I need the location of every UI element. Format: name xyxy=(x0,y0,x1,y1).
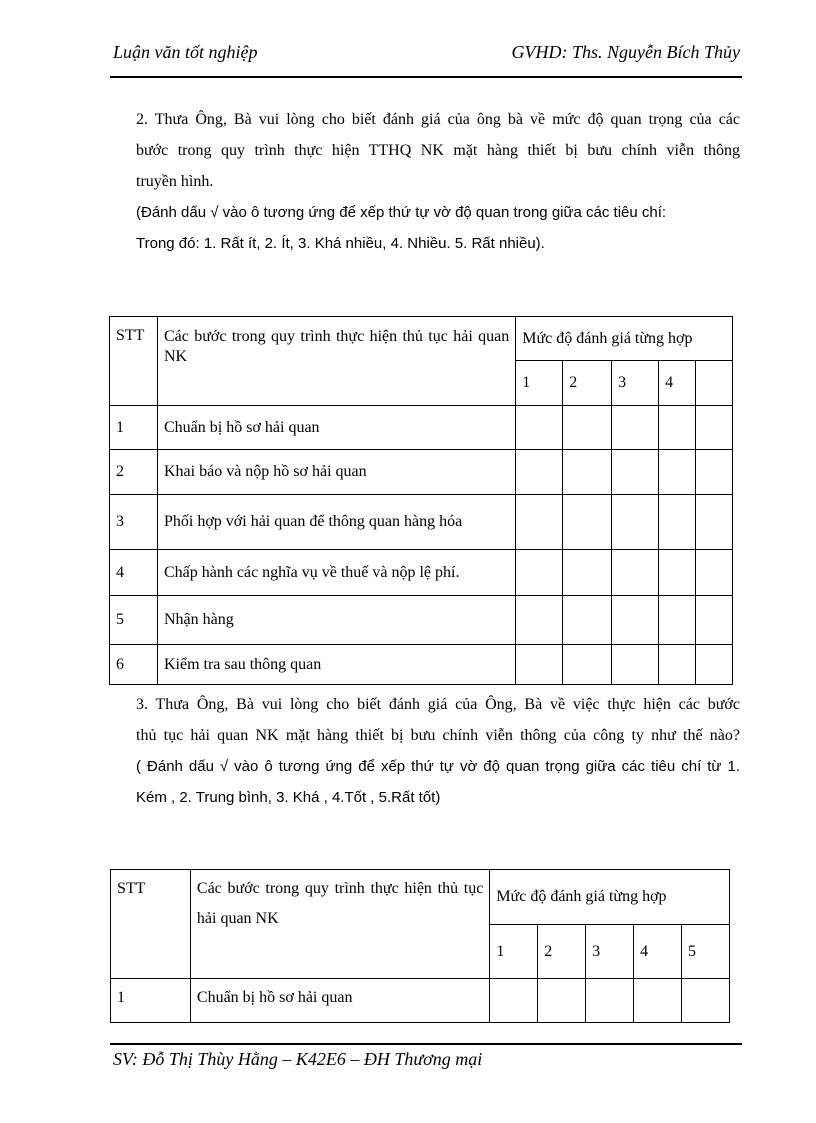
table1-scale-1: 1 xyxy=(516,361,563,406)
table1-header-steps: Các bước trong quy trình thực hiện thủ tục hải quan NK xyxy=(157,317,515,406)
table2-header-level: Mức độ đánh giá từng hợp xyxy=(490,870,730,925)
rating-cell[interactable] xyxy=(659,495,696,550)
rating-cell[interactable] xyxy=(516,450,563,495)
table2-header-steps: Các bước trong quy trình thực hiện thủ tục hải quan NK xyxy=(190,870,489,979)
rating-cell[interactable] xyxy=(538,979,586,1023)
rating-cell[interactable] xyxy=(516,596,563,645)
q3-line-3: ( Đánh dấu √ vào ô tương ứng để xếp thứ tự vờ độ quan trọng giữa các tiêu chí từ 1. xyxy=(136,758,740,775)
footer-rule xyxy=(110,1043,742,1045)
footer-student: SV: Đỗ Thị Thùy Hằng – K42E6 – ĐH Thương mại xyxy=(113,1049,483,1069)
rating-table-1 xyxy=(109,316,733,685)
q3-line-1: 3. Thưa Ông, Bà vui lòng cho biết đánh giá của Ông, Bà về việc thực hiện các bước xyxy=(136,696,740,713)
q2-line-2: bước trong quy trình thực hiện TTHQ NK mặt hàng thiết bị bưu chính viễn thông xyxy=(136,142,740,159)
table-row xyxy=(111,979,730,1023)
table-row xyxy=(110,495,733,550)
table1-step: Khai báo và nộp hồ sơ hải quan xyxy=(157,450,515,495)
rating-cell[interactable] xyxy=(659,406,696,450)
rating-cell[interactable] xyxy=(659,596,696,645)
table2-scale-1: 1 xyxy=(490,925,538,979)
table2-header-stt: STT xyxy=(111,870,191,979)
table1-stt: 4 xyxy=(110,550,158,596)
table2-step: Chuẩn bị hồ sơ hải quan xyxy=(190,979,489,1023)
rating-cell[interactable] xyxy=(516,550,563,596)
question-2 xyxy=(136,104,740,259)
rating-cell[interactable] xyxy=(612,495,659,550)
rating-cell[interactable] xyxy=(659,550,696,596)
rating-cell[interactable] xyxy=(563,550,612,596)
table1-stt: 3 xyxy=(110,495,158,550)
rating-cell[interactable] xyxy=(563,450,612,495)
rating-cell[interactable] xyxy=(659,645,696,685)
table1-step: Nhận hàng xyxy=(157,596,515,645)
table1-stt: 2 xyxy=(110,450,158,495)
rating-cell[interactable] xyxy=(612,645,659,685)
table2-scale-2: 2 xyxy=(538,925,586,979)
rating-cell[interactable] xyxy=(696,450,733,495)
rating-cell[interactable] xyxy=(612,596,659,645)
q2-line-3: truyền hình. xyxy=(136,173,214,190)
rating-cell[interactable] xyxy=(696,645,733,685)
q3-line-2: thủ tục hải quan NK mặt hàng thiết bị bưu chính viễn thông của công ty như thế nào? xyxy=(136,727,740,744)
rating-cell[interactable] xyxy=(682,979,730,1023)
rating-cell[interactable] xyxy=(516,406,563,450)
table1-step: Chuẩn bị hồ sơ hải quan xyxy=(157,406,515,450)
table2-stt: 1 xyxy=(111,979,191,1023)
table2-scale-4: 4 xyxy=(634,925,682,979)
rating-cell[interactable] xyxy=(516,645,563,685)
rating-cell[interactable] xyxy=(612,550,659,596)
header-right: GVHD: Ths. Nguyễn Bích Thủy xyxy=(511,42,740,62)
q2-line-1: 2. Thưa Ông, Bà vui lòng cho biết đánh giá của ông bà về mức độ quan trọng của các xyxy=(136,111,740,128)
rating-cell[interactable] xyxy=(516,495,563,550)
table-row xyxy=(110,450,733,495)
rating-cell[interactable] xyxy=(612,406,659,450)
table2-scale-3: 3 xyxy=(586,925,634,979)
table2-scale-5: 5 xyxy=(682,925,730,979)
table1-scale-2: 2 xyxy=(563,361,612,406)
table1-stt: 1 xyxy=(110,406,158,450)
table1-step: Phối hợp với hải quan để thông quan hàng hóa xyxy=(157,495,515,550)
table1-scale-3: 3 xyxy=(612,361,659,406)
table1-stt: 5 xyxy=(110,596,158,645)
table1-header-stt: STT xyxy=(110,317,158,406)
table1-header-level: Mức độ đánh giá từng hợp xyxy=(516,317,733,361)
q2-line-4: (Đánh dấu √ vào ô tương ứng để xếp thứ tự vờ độ quan trong giữa các tiêu chí: xyxy=(136,204,667,221)
header-rule xyxy=(110,76,742,78)
rating-cell[interactable] xyxy=(586,979,634,1023)
rating-cell[interactable] xyxy=(634,979,682,1023)
rating-cell[interactable] xyxy=(696,495,733,550)
rating-cell[interactable] xyxy=(563,645,612,685)
rating-cell[interactable] xyxy=(490,979,538,1023)
table1-scale-4: 4 xyxy=(659,361,696,406)
rating-cell[interactable] xyxy=(612,450,659,495)
question-3 xyxy=(136,689,740,813)
table1-stt: 6 xyxy=(110,645,158,685)
table1-step: Kiểm tra sau thông quan xyxy=(157,645,515,685)
q2-line-5: Trong đó: 1. Rất ít, 2. Ít, 3. Khá nhiều, 4. Nhiều. 5. Rất nhiều). xyxy=(136,235,545,252)
table-row xyxy=(110,596,733,645)
header-left: Luận văn tốt nghiệp xyxy=(113,42,258,62)
rating-cell[interactable] xyxy=(563,406,612,450)
table-row xyxy=(110,406,733,450)
table1-step: Chấp hành các nghĩa vụ về thuế và nộp lệ phí. xyxy=(157,550,515,596)
rating-cell[interactable] xyxy=(563,596,612,645)
rating-cell[interactable] xyxy=(696,550,733,596)
rating-cell[interactable] xyxy=(563,495,612,550)
rating-cell[interactable] xyxy=(659,450,696,495)
table-row xyxy=(110,550,733,596)
rating-table-2 xyxy=(110,869,730,1023)
table1-scale-5 xyxy=(696,361,733,406)
q3-line-4: Kém , 2. Trung bình, 3. Khá , 4.Tốt , 5.Rất tốt) xyxy=(136,789,441,806)
rating-cell[interactable] xyxy=(696,596,733,645)
rating-cell[interactable] xyxy=(696,406,733,450)
table-row xyxy=(110,645,733,685)
